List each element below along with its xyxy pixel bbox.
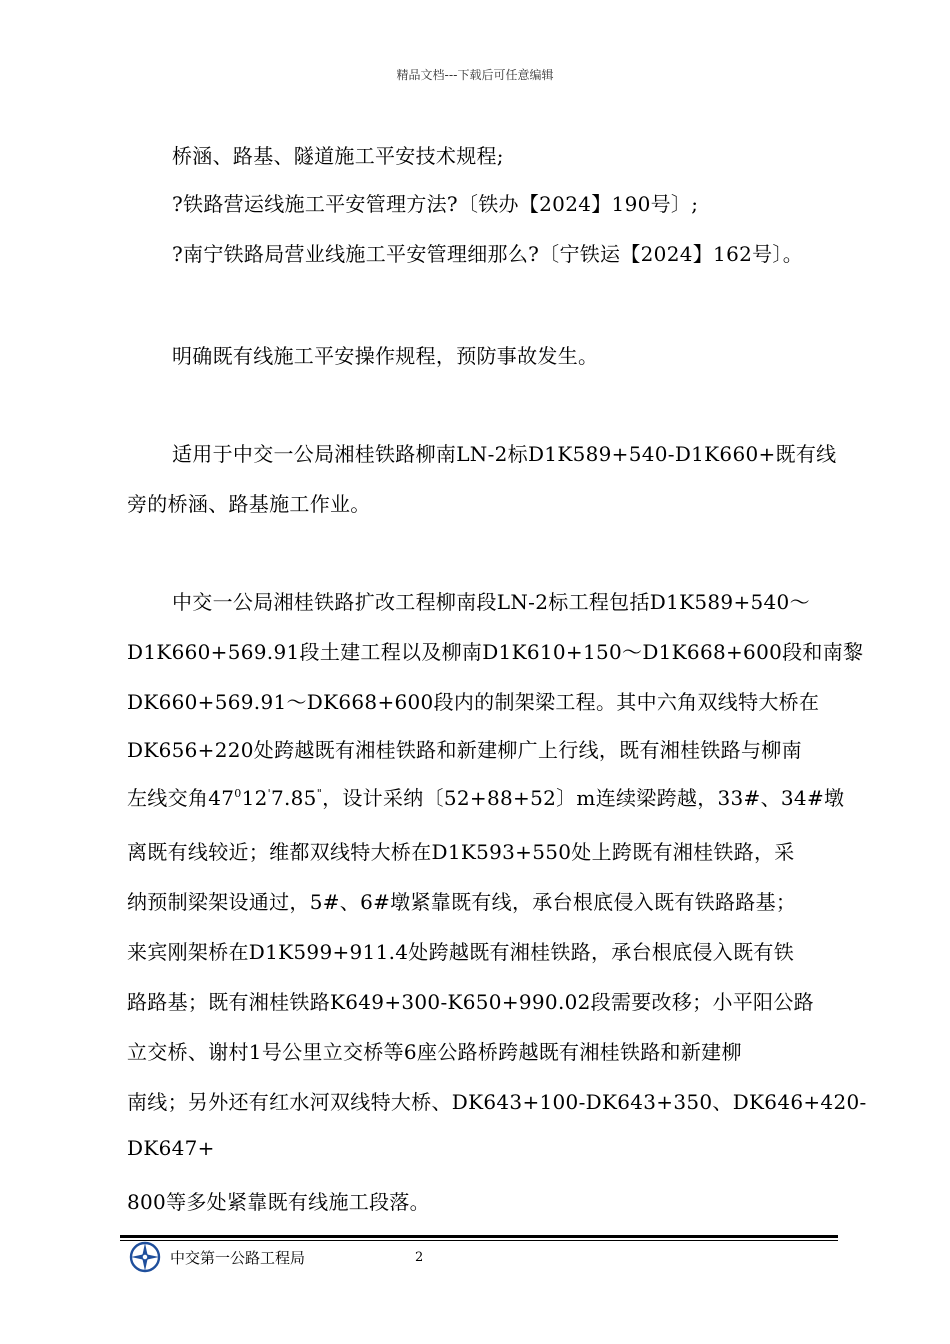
company-logo-icon xyxy=(128,1240,162,1274)
page-watermark-header: 精品文档---下载后可任意编辑 xyxy=(396,68,554,82)
footer-divider xyxy=(120,1235,838,1238)
text-fragment: 左线交角47 xyxy=(127,786,235,810)
text-line: 纳预制梁架设通过，5#、6#墩紧靠既有线，承台根底侵入既有铁路路基； xyxy=(127,890,797,914)
superscript: " xyxy=(316,787,323,800)
superscript: ' xyxy=(267,787,271,800)
text-line: 离既有线较近；维都双线特大桥在D1K593+550处上跨既有湘桂铁路，采 xyxy=(127,840,795,864)
superscript: 0 xyxy=(234,787,242,800)
text-line: D1K660+569.91段土建工程以及柳南D1K610+150～D1K668+600段和南黎 xyxy=(127,640,864,664)
text-line: ?铁路营运线施工平安管理方法?〔铁办【2024】190号〕; xyxy=(172,192,699,216)
text-fragment: ，设计采纳〔52+88+52〕m连续梁跨越，33#、34#墩 xyxy=(322,786,845,810)
text-line: 桥涵、路基、隧道施工平安技术规程; xyxy=(172,144,504,168)
footer-divider-thin xyxy=(120,1240,838,1241)
text-line-with-angle xyxy=(127,782,844,811)
text-line: 800等多处紧靠既有线施工段落。 xyxy=(127,1190,430,1214)
text-line: ?南宁铁路局营业线施工平安管理细那么?〔宁铁运【2024】162号〕。 xyxy=(172,242,804,266)
text-line: 旁的桥涵、路基施工作业。 xyxy=(127,492,371,516)
text-fragment: 7.85 xyxy=(270,786,317,810)
text-line: DK647+ xyxy=(127,1136,215,1160)
text-line: 中交一公局湘桂铁路扩改工程柳南段LN-2标工程包括D1K589+540～ xyxy=(172,590,810,614)
text-line: DK656+220处跨越既有湘桂铁路和新建柳广上行线，既有湘桂铁路与柳南 xyxy=(127,738,802,762)
text-fragment: 12 xyxy=(241,786,268,810)
text-line: 来宾刚架桥在D1K599+911.4处跨越既有湘桂铁路，承台根底侵入既有铁 xyxy=(127,940,794,964)
footer-organization: 中交第一公路工程局 xyxy=(170,1249,306,1267)
text-line: 立交桥、谢村1号公里立交桥等6座公路桥跨越既有湘桂铁路和新建柳 xyxy=(127,1040,742,1064)
text-line: 南线；另外还有红水河双线特大桥、DK643+100-DK643+350、DK646+420- xyxy=(127,1090,867,1114)
page-number: 2 xyxy=(415,1250,424,1265)
text-line: DK660+569.91～DK668+600段内的制架梁工程。其中六角双线特大桥在 xyxy=(127,690,820,714)
text-line: 明确既有线施工平安操作规程，预防事故发生。 xyxy=(172,344,599,368)
text-line: 适用于中交一公局湘桂铁路柳南LN-2标D1K589+540-D1K660+既有线 xyxy=(172,442,837,466)
text-line: 路路基；既有湘桂铁路K649+300-K650+990.02段需要改移；小平阳公路 xyxy=(127,990,814,1014)
